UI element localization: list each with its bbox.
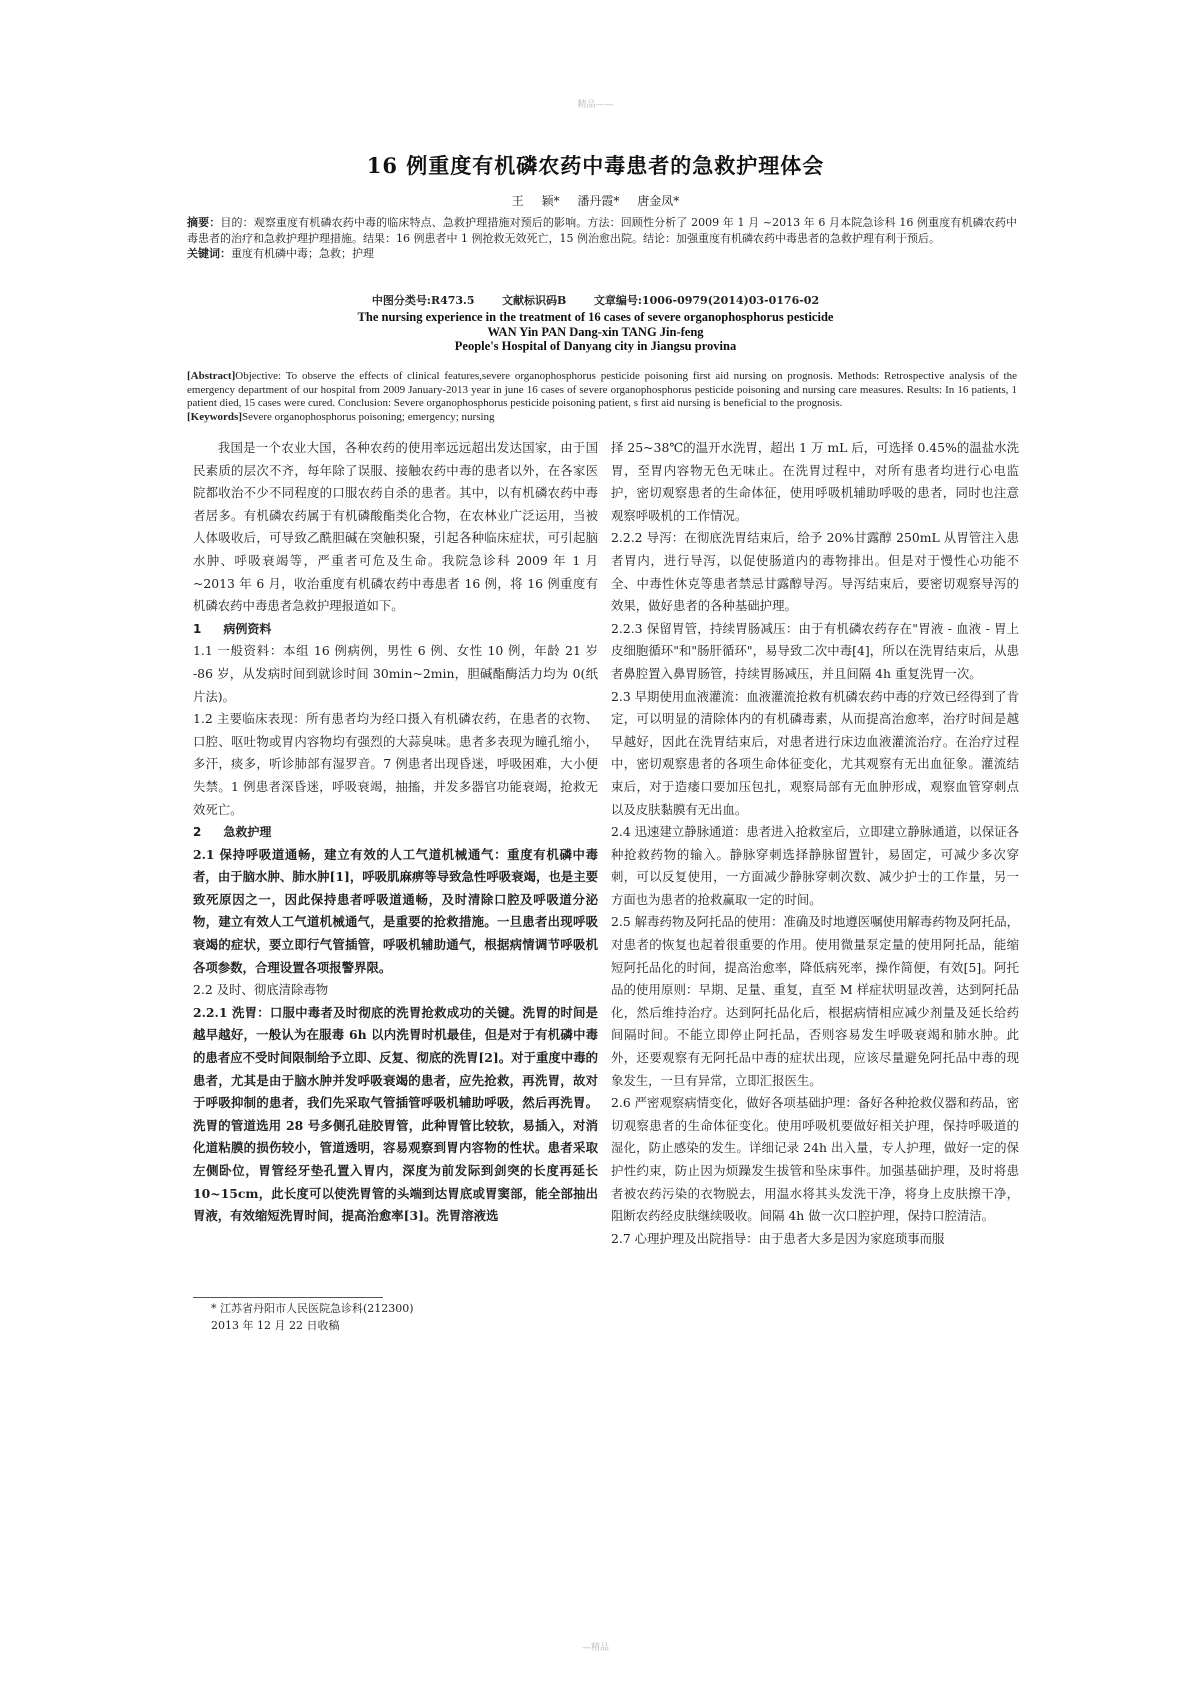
clc-number: 中图分类号:R473.5: [371, 294, 475, 307]
paragraph-2-1: 2.1 保持呼吸道通畅，建立有效的人工气道机械通气：重度有机磷中毒者，由于脑水肿、肺水肿[1]，呼吸肌麻痹等导致急性呼吸衰竭，也是主要致死原因之一，因此保持患者呼吸道通畅，及时清除口腔及呼吸道分泌物，建立有效人工气道机械通气，是重要的抢救措施。一旦患者出现呼吸衰竭的症状，要立即行气管插管，呼吸机辅助通气，根据病情调节呼吸机各项参数，合理设置各项报警界限。: [193, 846, 598, 975]
abstract-cn-text: 目的：观察重度有机磷农药中毒的临床特点、急救护理措施对预后的影响。方法：回顾性分析了 2009 年 1 月 ~2013 年 6 月本院急诊科 16 例重度有机磷农药中毒患者的治疗和急救护理护理措施。结果：16 例患者中 1 例抢救无效死亡，15 例治愈出院。结论：加强重度有机磷农药中毒患者的急救护理有利于预后。: [187, 216, 1017, 245]
paragraph-2-7: 2.7 心理护理及出院指导：由于患者大多是因为家庭琐事而服: [611, 1230, 945, 1246]
paragraph-continued: 择 25~38℃的温开水洗胃，超出 1 万 mL 后，可选择 0.45%的温盐水洗胃，至胃内容物无色无味止。在洗胃过程中，对所有患者均进行心电监护，密切观察患者的生命体征，使用呼吸机辅助呼吸的患者，同时也注意观察呼吸机的工作情况。: [611, 440, 1019, 523]
abstract-cn-paragraph: [187, 215, 1017, 246]
classification-line: [0, 292, 1191, 308]
paragraph-2-6: 2.6 严密观察病情变化，做好各项基础护理：备好各种抢救仪器和药品，密切观察患者的生命体征变化。使用呼吸机要做好相关护理，保持呼吸道的湿化，防止感染的发生。详细记录 24h 出入量，专人护理，做好一定的保护性约束，防止因为烦躁发生拔管和坠床事件。加强基础护理，及时将患者被农药污染的衣物脱去，用温水将其头发洗干净，将身上皮肤擦干净，阻断农药经皮肤继续吸收。间隔 4h 做一次口腔护理，保持口腔清洁。: [611, 1095, 1019, 1224]
footnote-divider: [193, 1297, 383, 1298]
article-number: 文章编号:1006-0979(2014)03-0176-02: [593, 294, 820, 307]
paragraph-2-3: 2.3 早期使用血液灌流：血液灌流抢救有机磷农药中毒的疗效已经得到了肯定，可以明显的清除体内的有机磷毒素，从而提高治愈率，治疗时间是越早越好，因此在洗胃结束后，对患者进行床边血液灌流治疗。在治疗过程中，密切观察患者的各项生命体征变化，尤其观察有无出血征象。灌流结束后，对于造瘘口要加压包扎，观察局部有无血肿形成，观察血管穿刺点以及皮肤黏膜有无出血。: [611, 688, 1019, 817]
section-heading-1: [193, 618, 598, 641]
english-title-block: [0, 310, 1191, 354]
english-title: The nursing experience in the treatment of 16 cases of severe organophosphorus pesticide: [357, 310, 834, 324]
footnote-affiliation: * 江苏省丹阳市人民医院急诊科(212300): [211, 1302, 414, 1315]
body-column-left: [193, 437, 598, 1228]
paragraph-2-4: 2.4 迅速建立静脉通道：患者进入抢救室后，立即建立静脉通道，以保证各种抢救药物的输入。静脉穿刺选择静脉留置针，易固定，可减少多次穿刺，可以反复使用，一方面减少静脉穿刺次数、减少护士的工作量，另一方面也为患者的抢救赢取一定的时间。: [611, 824, 1019, 907]
section-number: 1: [193, 621, 202, 636]
paragraph-2-2-2: 2.2.2 导泻：在彻底洗胃结束后，给予 20%甘露醇 250mL 从胃管注入患者胃内，进行导泻，以促使肠道内的毒物排出。但是对于慢性心功能不全、中毒性休克等患者禁忌甘露醇导泻。导泻结束后，要密切观察导泻的效果，做好患者的各种基础护理。: [611, 530, 1019, 614]
section-heading-2: [193, 821, 598, 844]
section-title: 病例资料: [223, 621, 272, 636]
keywords-cn-text: 重度有机磷中毒；急救；护理: [231, 247, 374, 261]
body-column-right: [611, 437, 1019, 1250]
paper-title: 16 例重度有机磷农药中毒患者的急救护理体会: [366, 153, 825, 178]
english-affiliation: People's Hospital of Danyang city in Jiangsu provina: [454, 339, 737, 353]
section-number: 2: [193, 825, 202, 840]
abstract-en-text: Objective: To observe the effects of clinical features,severe organophosphorus pesticide poisoning first aid nursing on prognosis. Methods: Retrospective analysis of the emergency department of our hospital from 2009 January-2013 year in june 16 cases of severe organophosphorus pesticide poisoning and nursing care measures. Results: In 16 patients, 1 patient died, 15 cases were cured. Conclusion: Severe organophosphorus pesticide poisoning patient, s first aid nursing is beneficial to the prognosis.: [187, 370, 1017, 410]
author-list: 王 颖* 潘丹霞* 唐金凤*: [511, 194, 680, 208]
abstract-en-label: [Abstract]: [187, 370, 236, 382]
keywords-cn-paragraph: [187, 246, 1017, 262]
footnote: [211, 1300, 591, 1334]
keywords-en-paragraph: [187, 411, 1017, 425]
paragraph-1-1: 1.1 一般资料：本组 16 例病例，男性 6 例、女性 10 例，年龄 21 岁 -86 岁，从发病时间到就诊时间 30min~2min，胆碱酯酶活力均为 0(纸片法)。: [193, 643, 598, 704]
paragraph-1-2: 1.2 主要临床表现：所有患者均为经口摄入有机磷农药，在患者的衣物、口腔、呕吐物或胃内容物均有强烈的大蒜臭味。患者多表现为瞳孔缩小，多汗，痰多，听诊肺部有湿罗音。7 例患者出现昏迷，呼吸困难，大小便失禁。1 例患者深昏迷，呼吸衰竭，抽搐，并发多器官功能衰竭，抢救无效死亡。: [193, 711, 598, 817]
header-watermark: 精品——: [577, 100, 614, 110]
keywords-en-label: [Keywords]: [187, 410, 242, 423]
abstract-cn-label: 摘要：: [187, 216, 221, 229]
english-authors: WAN Yin PAN Dang-xin TANG Jin-feng: [487, 324, 704, 339]
paragraph-2-2: 2.2 及时、彻底清除毒物: [193, 982, 329, 998]
document-code: 文献标识码B: [502, 294, 567, 307]
footnote-received-date: 2013 年 12 月 22 日收稿: [211, 1319, 340, 1332]
english-abstract: [187, 370, 1017, 424]
paragraph-2-2-3: 2.2.3 保留胃管，持续胃肠减压：由于有机磷农药存在"胃液 - 血液 - 胃上皮细胞循环"和"肠肝循环"，易导致二次中毒[4]，所以在洗胃结束后，从患者鼻腔置入鼻胃肠管，持续胃肠减压，并且间隔 4h 重复洗胃一次。: [611, 620, 1019, 681]
paragraph-2-2-1: 2.2.1 洗胃：口服中毒者及时彻底的洗胃抢救成功的关键。洗胃的时间是越早越好，一般认为在服毒 6h 以内洗胃时机最佳，但是对于有机磷中毒的患者应不受时间限制给予立即、反复、彻底的洗胃[2]。对于重度中毒的患者，尤其是由于脑水肿并发呼吸衰竭的患者，应先抢救，再洗胃，故对于呼吸抑制的患者，我们先采取气管插管呼吸机辅助呼吸，然后再洗胃。洗胃的管道选用 28 号多侧孔硅胶胃管，此种胃管比较软，易插入，对消化道粘膜的损伤较小，管道透明，容易观察到胃内容物的性状。患者采取左侧卧位，胃管经牙垫孔置入胃内，深度为前发际到剑突的长度再延长 10~15cm，此长度可以使洗胃管的头端到达胃底或胃窦部，能全部抽出胃液，有效缩短洗胃时间，提高治愈率[3]。洗胃溶液选: [193, 1004, 598, 1224]
keywords-cn-label: 关键词：: [187, 247, 231, 261]
paragraph-2-5: 2.5 解毒药物及阿托品的使用：准确及时地遵医嘱使用解毒药物及阿托品，对患者的恢复也起着很重要的作用。使用微量泵定量的使用阿托品，能缩短阿托品化的时间，提高治愈率，降低病死率，操作简便，有效[5]。阿托品的使用原则：早期、足量、重复，直至 M 样症状明显改善，达到阿托品化，然后维持治疗。达到阿托品化后，根据病情相应减少剂量及延长给药间隔时间。不能立即停止阿托品，否则容易发生呼吸衰竭和肺水肿。此外，还要观察有无阿托品中毒的症状出现，应该尽量避免阿托品中毒的现象发生，一旦有异常，立即汇报医生。: [611, 914, 1019, 1088]
keywords-en-text: Severe organophosphorus poisoning; emergency; nursing: [242, 410, 495, 423]
abstract-en-paragraph: [187, 370, 1017, 411]
intro-paragraph: 我国是一个农业大国，各种农药的使用率远远超出发达国家，由于国民素质的层次不齐，每年除了误服、接触农药中毒的患者以外，在各家医院都收治不少不同程度的口服农药自杀的患者。其中，以有机磷农药中毒者居多。有机磷农药属于有机磷酸酯类化合物，在农林业广泛运用，当被人体吸收后，可导致乙酰胆碱在突触积聚，引起各种临床症状，可引起脑水肿、呼吸衰竭等，严重者可危及生命。我院急诊科 2009 年 1 月 ~2013 年 6 月，收治重度有机磷农药中毒患者 16 例，将 16 例重度有机磷农药中毒患者急救护理报道如下。: [193, 440, 598, 614]
chinese-abstract: [187, 215, 1017, 262]
section-title: 急救护理: [223, 825, 272, 840]
footer-watermark: —精品: [581, 1643, 609, 1653]
